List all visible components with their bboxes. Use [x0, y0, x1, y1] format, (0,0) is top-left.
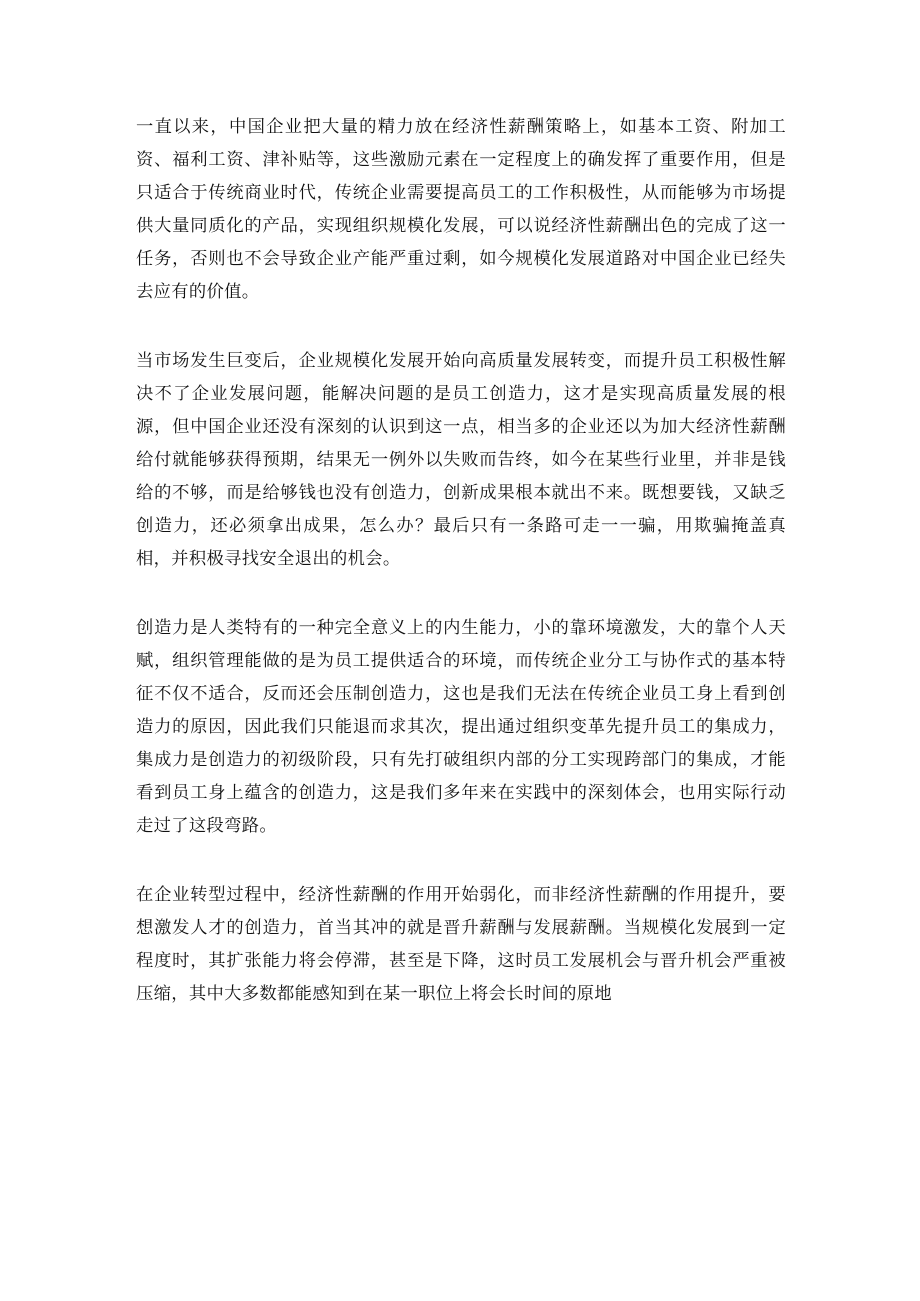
paragraph-4: 在企业转型过程中，经济性薪酬的作用开始弱化，而非经济性薪酬的作用提升，要想激发人才的创造力，首当其冲的就是晋升薪酬与发展薪酬。当规模化发展到一定程度时，其扩张能力将会停滞，甚至是下降，这时员工发展机会与晋升机会严重被压缩，其中大多数都能感知到在某一职位上将会长时间的原地 [136, 885, 786, 1004]
document-body [136, 111, 786, 1011]
paragraph-3: 创造力是人类特有的一种完全意义上的内生能力，小的靠环境激发，大的靠个人天赋，组织管理能做的是为员工提供适合的环境，而传统企业分工与协作式的基本特征不仅不适合，反而还会压制创造力，这也是我们无法在传统企业员工身上看到创造力的原因，因此我们只能退而求其次，提出通过组织变革先提升员工的集成力，集成力是创造力的初级阶段，只有先打破组织内部的分工实现跨部门的集成，才能看到员工身上蕴含的创造力，这是我们多年来在实践中的深刻体会，也用实际行动走过了这段弯路。 [136, 618, 786, 836]
paragraph-2: 当市场发生巨变后，企业规模化发展开始向高质量发展转变，而提升员工积极性解决不了企业发展问题，能解决问题的是员工创造力，这才是实现高质量发展的根源，但中国企业还没有深刻的认识到这一点，相当多的企业还以为加大经济性薪酬给付就能够获得预期，结果无一例外以失败而告终，如今在某些行业里，并非是钱给的不够，而是给够钱也没有创造力，创新成果根本就出不来。既想要钱，又缺乏创造力，还必须拿出成果，怎么办？最后只有一条路可走一一骗，用欺骗掩盖真相，并积极寻找安全退出的机会。 [136, 351, 786, 569]
paragraph-1: 一直以来，中国企业把大量的精力放在经济性薪酬策略上，如基本工资、附加工资、福利工资、津补贴等，这些激励元素在一定程度上的确发挥了重要作用，但是只适合于传统商业时代，传统企业需要提高员工的工作积极性，从而能够为市场提供大量同质化的产品，实现组织规模化发展，可以说经济性薪酬出色的完成了这一任务，否则也不会导致企业产能严重过剩，如今规模化发展道路对中国企业已经失去应有的价值。 [136, 117, 786, 302]
